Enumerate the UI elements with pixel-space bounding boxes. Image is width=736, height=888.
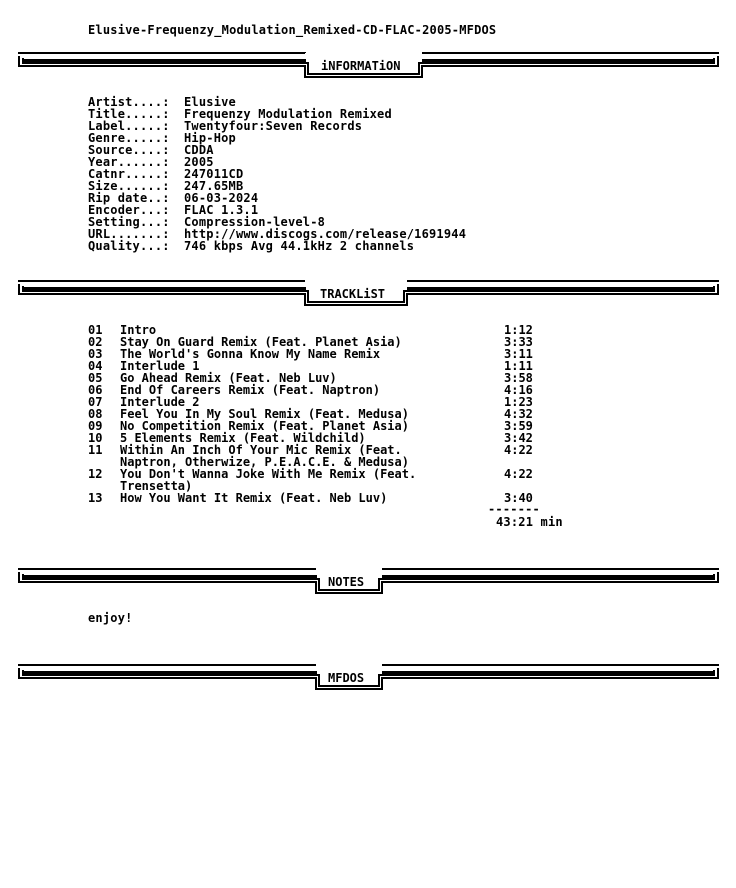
- track-number: 05: [88, 371, 103, 385]
- track-number: 06: [88, 383, 103, 397]
- track-title-continued: Trensetta): [120, 479, 193, 493]
- footer-banner: [18, 664, 719, 690]
- notes-banner: [18, 568, 719, 594]
- info-key: Label.....:: [88, 119, 170, 133]
- notes-title: NOTES: [328, 575, 365, 589]
- info-value: http://www.discogs.com/release/1691944: [184, 227, 467, 241]
- tracklist-title: TRACKLiST: [320, 287, 386, 301]
- info-key: Encoder...:: [88, 203, 170, 217]
- track-number: 09: [88, 419, 103, 433]
- track-number: 12: [88, 467, 103, 481]
- info-value: Twentyfour:Seven Records: [184, 119, 363, 133]
- track-number: 10: [88, 431, 103, 445]
- track-time: 4:22: [504, 467, 533, 481]
- info-value: 2005: [184, 155, 214, 169]
- info-value: Elusive: [184, 95, 236, 109]
- info-value: Frequenzy Modulation Remixed: [184, 107, 392, 121]
- track-title: How You Want It Remix (Feat. Neb Luv): [120, 491, 388, 505]
- info-key: Quality...:: [88, 239, 170, 253]
- track-title: Stay On Guard Remix (Feat. Planet Asia): [120, 335, 402, 349]
- info-value: 06-03-2024: [184, 191, 259, 205]
- track-number: 03: [88, 347, 103, 361]
- track-number: 04: [88, 359, 103, 373]
- track-number: 02: [88, 335, 103, 349]
- track-time: 4:22: [504, 443, 533, 457]
- info-key: Rip date..:: [88, 191, 170, 205]
- info-key: Size......:: [88, 179, 170, 193]
- track-time: 1:11: [504, 359, 533, 373]
- notes-text: enjoy!: [88, 611, 133, 625]
- info-key: Source....:: [88, 143, 170, 157]
- info-key: URL.......:: [88, 227, 170, 241]
- info-value: FLAC 1.3.1: [184, 203, 259, 217]
- info-value: 247.65MB: [184, 179, 244, 193]
- track-number: 01: [88, 323, 103, 337]
- footer-title: MFDOS: [328, 671, 365, 685]
- info-value: Hip-Hop: [184, 131, 236, 145]
- info-value: CDDA: [184, 143, 214, 157]
- total-time: 43:21 min: [496, 515, 563, 529]
- info-key: Title.....:: [88, 107, 170, 121]
- track-time: 3:58: [504, 371, 533, 385]
- track-title: The World's Gonna Know My Name Remix: [120, 347, 381, 361]
- track-time: 3:59: [504, 419, 533, 433]
- info-key: Artist....:: [88, 95, 170, 109]
- track-time: 3:42: [504, 431, 533, 445]
- track-title: Go Ahead Remix (Feat. Neb Luv): [120, 371, 337, 385]
- track-title: Interlude 1: [120, 359, 200, 373]
- track-time: 3:40: [504, 491, 533, 505]
- track-title: Feel You In My Soul Remix (Feat. Medusa): [120, 407, 409, 421]
- tracklist-banner: [18, 280, 719, 306]
- track-time: 3:11: [504, 347, 533, 361]
- banner-frame: [18, 568, 719, 594]
- info-value: Compression-level-8: [184, 215, 326, 229]
- info-key: Genre.....:: [88, 131, 170, 145]
- track-title: Interlude 2: [120, 395, 200, 409]
- track-time: 1:23: [504, 395, 533, 409]
- info-value: 247011CD: [184, 167, 244, 181]
- track-title: You Don't Wanna Joke With Me Remix (Feat.: [120, 467, 417, 481]
- track-title: Intro: [120, 323, 157, 337]
- banner-frame: [18, 664, 719, 690]
- info-key: Catnr.....:: [88, 167, 170, 181]
- total-separator: -------: [488, 502, 540, 516]
- track-time: 4:16: [504, 383, 533, 397]
- track-title: 5 Elements Remix (Feat. Wildchild): [120, 431, 366, 445]
- track-title: No Competition Remix (Feat. Planet Asia): [120, 419, 409, 433]
- track-title: Within An Inch Of Your Mic Remix (Feat.: [120, 443, 402, 457]
- track-number: 08: [88, 407, 103, 421]
- track-time: 1:12: [504, 323, 533, 337]
- track-number: 11: [88, 443, 103, 457]
- info-value: 746 kbps Avg 44.1kHz 2 channels: [184, 239, 415, 253]
- track-time: 4:32: [504, 407, 533, 421]
- track-row: [88, 492, 548, 504]
- info-key: Year......:: [88, 155, 170, 169]
- track-number: 13: [88, 491, 103, 505]
- information-banner: [18, 52, 719, 78]
- track-title: End Of Careers Remix (Feat. Naptron): [120, 383, 381, 397]
- release-name: Elusive-Frequenzy_Modulation_Remixed-CD-FLAC-2005-MFDOS: [88, 23, 497, 37]
- track-number: 07: [88, 395, 103, 409]
- track-title-continued: Naptron, Otherwize, P.E.A.C.E. & Medusa): [120, 455, 409, 469]
- track-time: 3:33: [504, 335, 533, 349]
- information-title: iNFORMATiON: [321, 59, 401, 73]
- info-key: Setting...:: [88, 215, 170, 229]
